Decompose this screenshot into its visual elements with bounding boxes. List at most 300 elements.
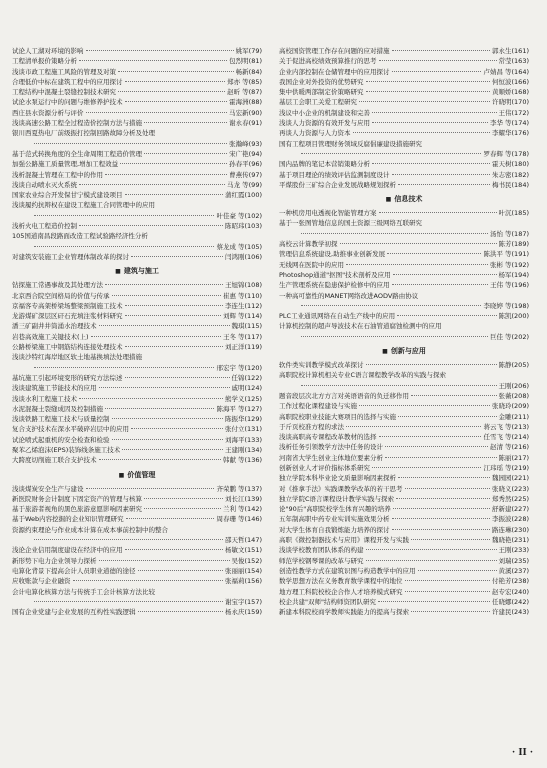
leader-dots — [392, 284, 488, 285]
toc-entry-author-page: 李连生(112) — [225, 301, 262, 310]
toc-entry[interactable] — [279, 494, 529, 504]
leader-dots — [79, 398, 223, 399]
toc-entry[interactable] — [279, 432, 529, 442]
toc-entry[interactable] — [279, 67, 529, 77]
leader-dots — [122, 449, 223, 450]
toc-entry[interactable] — [279, 576, 529, 586]
toc-entry-author-page: 刘长江(139) — [225, 494, 262, 503]
toc-entry-title[interactable]: 对大学生体育自我锻炼能力培养的探讨 — [279, 525, 390, 534]
toc-entry[interactable] — [12, 342, 262, 352]
toc-entry[interactable] — [12, 67, 262, 77]
toc-entry[interactable] — [12, 576, 262, 586]
toc-entry[interactable] — [12, 383, 262, 393]
toc-entry[interactable] — [12, 332, 262, 342]
toc-entry-author-page: 杨永庆(159) — [225, 608, 262, 617]
toc-entry[interactable] — [279, 597, 529, 607]
toc-entry-author-page: 魏晓艳(231) — [492, 536, 529, 545]
toc-entry[interactable] — [279, 607, 529, 617]
toc-entry-author-line — [12, 211, 262, 221]
toc-entry[interactable] — [279, 401, 529, 411]
toc-entry[interactable] — [279, 504, 529, 514]
leader-dots — [372, 112, 497, 113]
toc-entry-title[interactable]: 独立学院本科毕业论文质量影响因素探析 — [279, 474, 396, 483]
toc-entry-title[interactable]: 一种机房用电透视化智能管理方案 — [279, 209, 377, 218]
toc-entry-author-page: 张晓义(223) — [492, 484, 529, 493]
toc-entry[interactable] — [12, 56, 262, 66]
toc-entry-title[interactable]: 浅谈学校教育团队体系的构建 — [279, 546, 364, 555]
toc-entry[interactable] — [279, 463, 529, 473]
toc-entry[interactable] — [279, 556, 529, 566]
toc-entry-author-page: 戚明(124) — [231, 384, 262, 393]
toc-entry-title[interactable]: 管理信息系统建设,助推事业创新发展 — [279, 250, 386, 259]
toc-entry[interactable] — [12, 97, 262, 107]
toc-entry[interactable] — [12, 373, 262, 383]
leader-dots — [359, 101, 490, 102]
toc-entry-title[interactable]: 独立学院C语言课程设计教学实践与探索 — [279, 494, 395, 503]
toc-entry-author-page: 闫鸿刚(106) — [225, 252, 262, 261]
left-column — [12, 46, 262, 617]
toc-entry-author-page: 任锦(122) — [231, 373, 262, 382]
toc-entry-title[interactable]: 计算机控制的超声导波技术在石油管道腐蚀检测中的应用 — [279, 322, 442, 331]
toc-entry-title[interactable]: 基坑施工引起环境变形的研究方法综述 — [12, 373, 123, 382]
leader-dots — [125, 81, 226, 82]
toc-entry[interactable] — [12, 87, 262, 97]
toc-entry[interactable] — [12, 291, 262, 301]
toc-entry-title[interactable]: 基于旅游者视角的黑色旅游意愿影响因素研究 — [12, 505, 142, 514]
toc-entry-author-page: 陈丽(217) — [498, 453, 529, 462]
leader-dots — [138, 570, 224, 571]
toc-entry-author-page: 许建民(243) — [492, 608, 529, 617]
toc-entry[interactable] — [279, 535, 529, 545]
toc-entry-author-page: 巨佳 等(202) — [489, 332, 529, 341]
toc-entry-author-page: 谢宝宇(157) — [225, 597, 262, 606]
toc-entry-title[interactable]: 我国企业对外投资的优势研究 — [279, 77, 364, 86]
leader-dots — [393, 508, 490, 509]
toc-entry-author-page: 许晓明(170) — [492, 98, 529, 107]
toc-entry-title[interactable]: 河南省大学生创业主体地位要素分析 — [279, 453, 383, 462]
leader-dots — [125, 346, 224, 347]
leader-dots — [99, 387, 230, 388]
leader-dots — [131, 256, 223, 257]
toc-entry[interactable] — [279, 239, 529, 249]
toc-entry-title[interactable]: 资源约束理论与作业成本计算在成本事前控制中的整合 — [12, 525, 168, 534]
toc-entry-title[interactable]: 工程清单报价策略分析 — [12, 57, 77, 66]
toc-entry[interactable] — [12, 394, 262, 404]
toc-entry[interactable] — [279, 97, 529, 107]
toc-entry-title[interactable]: 浅议中小企业的机制建设和完善 — [279, 108, 370, 117]
toc-entry[interactable] — [12, 252, 262, 262]
toc-entry-author-line — [279, 301, 529, 311]
toc-entry[interactable] — [12, 311, 262, 321]
toc-entry[interactable] — [12, 46, 262, 56]
toc-entry-title[interactable]: 对建筑安装施工企业管理体制改革的探讨 — [12, 252, 129, 261]
leader-dots — [353, 132, 491, 133]
toc-entry[interactable] — [12, 455, 262, 465]
toc-entry[interactable] — [12, 504, 262, 514]
toc-entry-title[interactable]: 浅谈市政工程施工风险的管理及对策 — [12, 67, 116, 76]
toc-entry-title[interactable]: 生产管理系统在隐患保护检修中的应用 — [279, 281, 390, 290]
section-title: 创新与应用 — [390, 347, 426, 356]
toc-entry-author-page: 曹燕传(97) — [229, 170, 262, 179]
toc-entry[interactable] — [12, 545, 262, 555]
toc-entry[interactable] — [12, 321, 262, 331]
toc-entry-author-page: 吴俊(152) — [231, 556, 262, 565]
toc-entry[interactable] — [279, 208, 529, 218]
leader-dots — [34, 143, 227, 144]
toc-entry-title[interactable]: 关于促进高校绩效预算推行的思考 — [279, 57, 377, 66]
leader-dots — [372, 163, 490, 164]
toc-entry-author-page: 刘瑞(235) — [498, 556, 529, 565]
toc-entry[interactable] — [12, 514, 262, 524]
toc-entry-author-page: 兰利 等(142) — [222, 505, 262, 514]
toc-entry-title[interactable]: 高校云计算教学初探 — [279, 240, 338, 249]
toc-entry-author-line — [12, 139, 262, 149]
toc-entry-author-page: 孙春平(96) — [229, 160, 262, 169]
toc-entry[interactable] — [12, 424, 262, 434]
toc-entry-title[interactable]: 105国道南昌段路面改造工程试验路经济性分析 — [12, 232, 148, 241]
toc-entry[interactable] — [279, 270, 529, 280]
toc-entry-title[interactable]: 浅析混凝土管理在工程中的作用 — [12, 170, 103, 179]
toc-entry-title[interactable]: 创新创业人才评价指标体系研究 — [279, 463, 370, 472]
leader-dots — [105, 408, 214, 409]
leader-dots — [120, 163, 227, 164]
leader-dots — [105, 284, 223, 285]
toc-entry-author-page: 任雪飞 等(214) — [483, 433, 529, 442]
leader-dots — [405, 580, 491, 581]
leader-dots — [112, 439, 224, 440]
leader-dots — [112, 418, 224, 419]
toc-entry-title[interactable]: 高职《微控制器技术与应用》课程开发与实践 — [279, 536, 409, 545]
toc-entry-title[interactable]: 浅论企业信用制度建设在经济中的应用 — [12, 546, 123, 555]
toc-entry-title[interactable]: Photoshop通道"抠图"技术剖析及应用 — [279, 270, 391, 279]
leader-dots — [91, 336, 221, 337]
toc-entry-title[interactable]: 西庄县水资源分析与评价 — [12, 108, 84, 117]
toc-entry[interactable] — [279, 260, 529, 270]
toc-entry-title[interactable]: 企业内部控制在仓储管理中的应用探讨 — [279, 67, 390, 76]
toc-entry[interactable] — [12, 445, 262, 455]
toc-entry-author-page: 周春珊 等(146) — [216, 515, 262, 524]
toc-entry-author-page: 付艳芳(238) — [492, 577, 529, 586]
toc-entry[interactable] — [12, 149, 262, 159]
toc-entry[interactable] — [279, 46, 529, 56]
toc-entry[interactable] — [12, 301, 262, 311]
toc-entry-author-page: 路连琳(230) — [492, 525, 529, 534]
toc-entry-title[interactable]: 新形势下电力企业领导力探析 — [12, 556, 97, 565]
leader-dots — [340, 243, 497, 244]
toc-entry[interactable] — [279, 311, 529, 321]
toc-entry-author-page: 郑秀然(225) — [492, 494, 529, 503]
leader-dots — [144, 498, 223, 499]
toc-entry-title[interactable]: 再谈人力资源与人力资本 — [279, 129, 351, 138]
toc-entry-title[interactable]: 水泥混凝土裂缝成因及控制措施 — [12, 404, 103, 413]
toc-entry-title[interactable]: 高职院校职业技能大赛项目的选择与实施 — [279, 412, 396, 421]
toc-entry-title[interactable]: 师范学校钢琴课的改革与研究 — [279, 556, 364, 565]
leader-dots — [99, 459, 221, 460]
toc-entry-author-page: 王伟 等(196) — [489, 281, 529, 290]
leader-dots — [34, 367, 214, 368]
toc-entry-title[interactable]: 无线网在医院中的应用 — [279, 260, 344, 269]
toc-entry[interactable] — [279, 280, 529, 290]
toc-entry[interactable] — [279, 118, 529, 128]
toc-entry-title[interactable]: 基于Web内容挖掘的企业知识管理研究 — [12, 515, 124, 524]
leader-dots — [125, 549, 224, 550]
toc-entry-title[interactable]: 试论人工湖对环境的影响 — [12, 47, 84, 55]
toc-entry[interactable] — [279, 412, 529, 422]
toc-entry-author-page: 王冬 等(117) — [222, 332, 262, 341]
leader-dots — [405, 591, 491, 592]
toc-entry-title[interactable]: 会计电算化核算方法与传统手工会计核算方法比较 — [12, 587, 155, 596]
toc-entry-author-page: 霍海洲(88) — [229, 98, 262, 107]
toc-entry[interactable] — [12, 221, 262, 231]
toc-entry-author-page: 宋广艳(94) — [229, 149, 262, 158]
toc-entry-title[interactable]: 公路桥梁施工中钢筋结构连接处理技术 — [12, 343, 123, 352]
toc-entry-title[interactable]: 五年制高职中药专业实训实施效果分析 — [279, 515, 390, 524]
toc-entry-title[interactable]: 集中供暖两部制定价策略研究 — [279, 88, 364, 97]
leader-dots — [125, 377, 230, 378]
toc-entry-author-page: 常莹(163) — [498, 57, 529, 66]
toc-entry-title[interactable]: 合理低价中标在建筑工程中的应用探讨 — [12, 77, 123, 86]
toc-entry-title[interactable]: 新医院财务会计制度下固定资产的管理与核算 — [12, 494, 142, 503]
toc-entry[interactable] — [12, 435, 262, 445]
leader-dots — [79, 60, 227, 61]
toc-entry-title[interactable]: 加强公路施工质量管理,增加工程效益 — [12, 160, 119, 169]
leader-dots — [126, 518, 215, 519]
toc-entry[interactable] — [279, 56, 529, 66]
toc-entry[interactable] — [12, 159, 262, 169]
toc-entry[interactable] — [279, 453, 529, 463]
bullet-icon: ■ — [382, 348, 388, 356]
toc-entry-title[interactable]: 新建本科院校商学教师实践能力的提高与探索 — [279, 608, 409, 617]
leader-dots — [398, 184, 490, 185]
toc-entry-author-page: 蔡龙成 等(105) — [216, 242, 262, 251]
toc-entry-author-page: 刘正洋(119) — [225, 343, 262, 352]
toc-entry-title[interactable]: PLC工业通讯网络在自动生产线中的应用 — [279, 312, 396, 321]
toc-entry-author-line — [279, 381, 529, 391]
toc-entry[interactable] — [279, 108, 529, 118]
toc-entry-author-page: 韩献 等(136) — [222, 456, 262, 465]
leader-dots — [79, 225, 223, 226]
toc-entry-title[interactable]: 浅谈沙特红海岸地区软土地基换填法处理措施 — [12, 353, 142, 362]
leader-dots — [144, 122, 227, 123]
toc-entry[interactable] — [12, 190, 262, 200]
leader-dots — [112, 295, 221, 296]
toc-entry-title[interactable]: 浅析任务引领教学方法中任务的设计 — [279, 443, 383, 452]
toc-entry-author-line — [279, 149, 529, 159]
leader-dots — [366, 549, 497, 550]
toc-entry-author-page: 张付立(131) — [225, 425, 262, 434]
toc-entry[interactable] — [12, 607, 262, 617]
toc-entry-author-page: 李耀华(176) — [492, 129, 529, 138]
toc-entry[interactable] — [279, 87, 529, 97]
toc-entry-title[interactable]: 应收账款与企业融资 — [12, 577, 71, 586]
toc-entry-title[interactable]: 浅谈建筑施工节能技术的应用 — [12, 384, 97, 393]
toc-entry[interactable] — [279, 391, 529, 401]
leader-dots — [144, 153, 227, 154]
leader-dots — [405, 488, 491, 489]
toc-entry-title[interactable]: 一种高可靠性的MANET网络改进AODV路由协议 — [279, 291, 419, 300]
toc-entry-title[interactable]: 试论喷式起重机的安全检查和检验 — [12, 435, 110, 444]
toc-entry-title[interactable]: 大跨度切削施工联合支护技术 — [12, 456, 97, 465]
toc-entry-title[interactable]: 国家农业综合开发保甘宁模式建设项目 — [12, 191, 123, 200]
leader-dots — [138, 611, 224, 612]
toc-entry-title[interactable]: 对《推拿手法》实践课教学改革的若干思考 — [279, 484, 403, 493]
toc-entry-author-page: 叶沉(185) — [498, 209, 529, 218]
toc-entry-title[interactable]: 高校国资管理工作存在问题的应对措施 — [279, 47, 390, 55]
leader-dots — [301, 305, 481, 306]
toc-entry-title[interactable]: 工作过程化课程建设与实施 — [279, 402, 357, 411]
toc-entry[interactable] — [12, 180, 262, 190]
toc-entry[interactable] — [279, 442, 529, 452]
toc-entry[interactable] — [279, 473, 529, 483]
toc-entry[interactable] — [12, 494, 262, 504]
toc-entry-author-page: 黄溪(237) — [498, 566, 529, 575]
toc-entry-title[interactable]: 复合支护技术在深水平破碎岩层中的应用 — [12, 425, 129, 434]
toc-entry[interactable] — [279, 422, 529, 432]
leader-dots — [99, 325, 230, 326]
toc-entry-title[interactable]: 潘三矿副井井筒涌水治理技术 — [12, 322, 97, 331]
toc-entry-title[interactable]: 基于一张图管地信息的国土资源三级网络互联研究 — [279, 219, 422, 228]
toc-entry-title[interactable]: 论"90后"高职院校学生体育兴趣的培养 — [279, 505, 391, 514]
toc-entry[interactable] — [12, 280, 262, 290]
toc-entry-title[interactable]: 浅谈高职高专课程改革教材的选择 — [279, 433, 377, 442]
leader-dots — [301, 233, 488, 234]
toc-entry-title[interactable]: 平煤股份三矿综合企业发展战略规划探析 — [279, 180, 396, 189]
toc-entry-title[interactable]: 龙游煤矿深层区矸石充填注浆材料研究 — [12, 312, 123, 321]
toc-entry[interactable] — [279, 180, 529, 190]
leader-dots — [366, 81, 491, 82]
toc-entry-title[interactable]: 国内品牌的笔记本营销策略分析 — [279, 160, 370, 169]
leader-dots — [86, 50, 234, 51]
toc-entry-title[interactable]: 北京西合院空间格局的价值与传承 — [12, 291, 110, 300]
toc-entry-author-page: 郑亦 等(85) — [227, 77, 262, 86]
toc-entry[interactable] — [12, 108, 262, 118]
leader-dots — [366, 364, 497, 365]
section-title: 建筑与施工 — [123, 267, 159, 276]
toc-entry-title[interactable]: 电算化背景下提高会计人员职业道德的途径 — [12, 566, 136, 575]
leader-dots — [393, 274, 497, 275]
right-column — [279, 46, 529, 617]
bullet-icon: ■ — [115, 268, 121, 276]
leader-dots — [398, 477, 490, 478]
toc-entry-author-page: 杨军(194) — [498, 270, 529, 279]
toc-entry-title[interactable]: 高职院校计算机相关专业C语言课程教学改革的实践与探索 — [279, 371, 447, 380]
toc-entry-title[interactable]: 浅谈水利工程施工技术 — [12, 394, 77, 403]
leader-dots — [86, 488, 215, 489]
toc-entry-title[interactable]: 浅谈人力资源的有效开发与应用 — [279, 119, 370, 128]
toc-entry[interactable] — [279, 360, 529, 370]
toc-entry-title[interactable]: 浅谈铁路工程施工技术与质量控制 — [12, 415, 110, 424]
toc-entry-author-page: 李振波(228) — [492, 515, 529, 524]
leader-dots — [411, 395, 497, 396]
toc-entry-title[interactable]: 题音段层次北方方言对英语语音的负迁移作用 — [279, 391, 409, 400]
toc-entry-title[interactable]: 基于项目理论的绩效评估监测制度设计 — [279, 170, 390, 179]
toc-entry-title[interactable]: 地方理工科院校校企合作人才培养模式研究 — [279, 587, 403, 596]
toc-entry-author-page: 任晓娜(242) — [492, 597, 529, 606]
toc-entry[interactable] — [12, 77, 262, 87]
toc-entry-author-page: 赵昕 等(87) — [227, 88, 262, 97]
toc-entry-title[interactable]: 校企共建"双师"结构师资团队研究 — [279, 597, 376, 606]
toc-entry-author-page: 陈凯(200) — [498, 312, 529, 321]
toc-entry-author-page: 赵清 等(216) — [489, 443, 529, 452]
leader-dots — [396, 498, 490, 499]
toc-entry-title[interactable]: 软件类实训教学模式改革探讨 — [279, 361, 364, 370]
toc-entry-author-line — [12, 363, 262, 373]
toc-entry-author-page: 王刚(233) — [498, 546, 529, 555]
toc-entry[interactable] — [12, 556, 262, 566]
toc-entry[interactable] — [279, 77, 529, 87]
toc-entry-author-page: 李华 等(174) — [489, 119, 529, 128]
toc-entry-title[interactable]: 浅析火电工程造价控制 — [12, 222, 77, 231]
toc-entry[interactable] — [279, 545, 529, 555]
toc-entry-title[interactable]: 基层工会职工关爱工程研究 — [279, 98, 357, 107]
toc-entry-title[interactable]: 京福客专高架桥梁场整梁预制施工技术 — [12, 301, 123, 310]
toc-entry[interactable] — [12, 118, 262, 128]
toc-entry-title[interactable]: 创造性教学方式在建筑识图与构造教学中的应用 — [279, 566, 416, 575]
toc-entry-author-page: 王刚(206) — [498, 381, 529, 390]
toc-entry-author-page: 王建刚(134) — [225, 445, 262, 454]
toc-entry[interactable] — [279, 249, 529, 259]
toc-entry-title[interactable]: 聚苯乙烯泡沫(EPS)装饰线条施工技术 — [12, 445, 121, 454]
toc-entry-title[interactable]: 于斤页校准方程的求法 — [279, 422, 344, 431]
toc-entry-author-page: 邢宏宇 等(120) — [216, 363, 262, 372]
toc-entry[interactable] — [279, 525, 529, 535]
toc-entry-title[interactable]: 数学思想方法在义务教育数学课程中的地位 — [279, 577, 403, 586]
leader-dots — [73, 580, 224, 581]
toc-entry[interactable] — [279, 566, 529, 576]
toc-entry-title[interactable]: 钻探施工常遇事故及其处理方法 — [12, 281, 103, 290]
toc-entry-title[interactable]: 国有工程项目管理财务领域反腐倡廉建设措施研究 — [279, 139, 422, 148]
section-heading — [279, 342, 529, 360]
section-title: 信息技术 — [394, 195, 423, 204]
toc-entry-title[interactable]: 试论水泵运行中的问题与维修养护技术 — [12, 98, 123, 107]
toc-entry-title[interactable]: 浅谈自动喷水灭火系统 — [12, 180, 77, 189]
toc-entry[interactable] — [279, 484, 529, 494]
leader-dots — [379, 60, 497, 61]
toc-entry[interactable] — [12, 566, 262, 576]
toc-entry[interactable] — [12, 484, 262, 494]
toc-entry[interactable] — [279, 514, 529, 524]
toc-entry-author-page: 陈芳(189) — [498, 240, 529, 249]
leader-dots — [144, 508, 221, 509]
leader-dots — [411, 539, 490, 540]
toc-entry[interactable] — [279, 128, 529, 138]
toc-entry-author-page: 蒋云飞 等(213) — [483, 422, 529, 431]
toc-entry-title[interactable]: 岩巷高效施工关键技术(上) — [12, 332, 89, 341]
bullet-icon: ■ — [118, 471, 125, 479]
toc-entry-title[interactable]: 基于范式转换角度的全生命周期工程造价管理 — [12, 149, 142, 158]
leader-dots — [392, 71, 482, 72]
leader-dots — [392, 529, 491, 530]
toc-entry-title[interactable]: 浅谈高速公路工程全过程造价控制方法与措施 — [12, 119, 142, 128]
toc-entry-title[interactable]: 工程结构中混凝土裂缝控制技术研究 — [12, 88, 116, 97]
toc-entry[interactable] — [279, 170, 529, 180]
toc-entry[interactable] — [12, 404, 262, 414]
toc-entry-title[interactable]: 国有企业党建与企业发展的互构性实践逻辑 — [12, 608, 136, 617]
toc-entry[interactable] — [12, 414, 262, 424]
toc-entry[interactable] — [12, 170, 262, 180]
toc-entry-title[interactable]: 浅谈煤炭安全生产与建设 — [12, 484, 84, 493]
toc-entry-author-page: 何恒波(166) — [492, 77, 529, 86]
leader-dots — [418, 570, 497, 571]
toc-entry-author-page: 张彬 等(192) — [489, 260, 529, 269]
toc-entry-author-page: 姚军(79) — [235, 47, 262, 55]
leader-dots — [411, 611, 490, 612]
toc-entry[interactable] — [279, 587, 529, 597]
section-heading — [12, 262, 262, 280]
toc-entry-title[interactable]: 浅谈履约抗辩权在建设工程施工合同管理中的应用 — [12, 201, 155, 210]
toc-entry[interactable] — [279, 159, 529, 169]
toc-entry-title[interactable]: 银川西夏热电厂前级振打控制回路故障分析及处理 — [12, 129, 155, 138]
